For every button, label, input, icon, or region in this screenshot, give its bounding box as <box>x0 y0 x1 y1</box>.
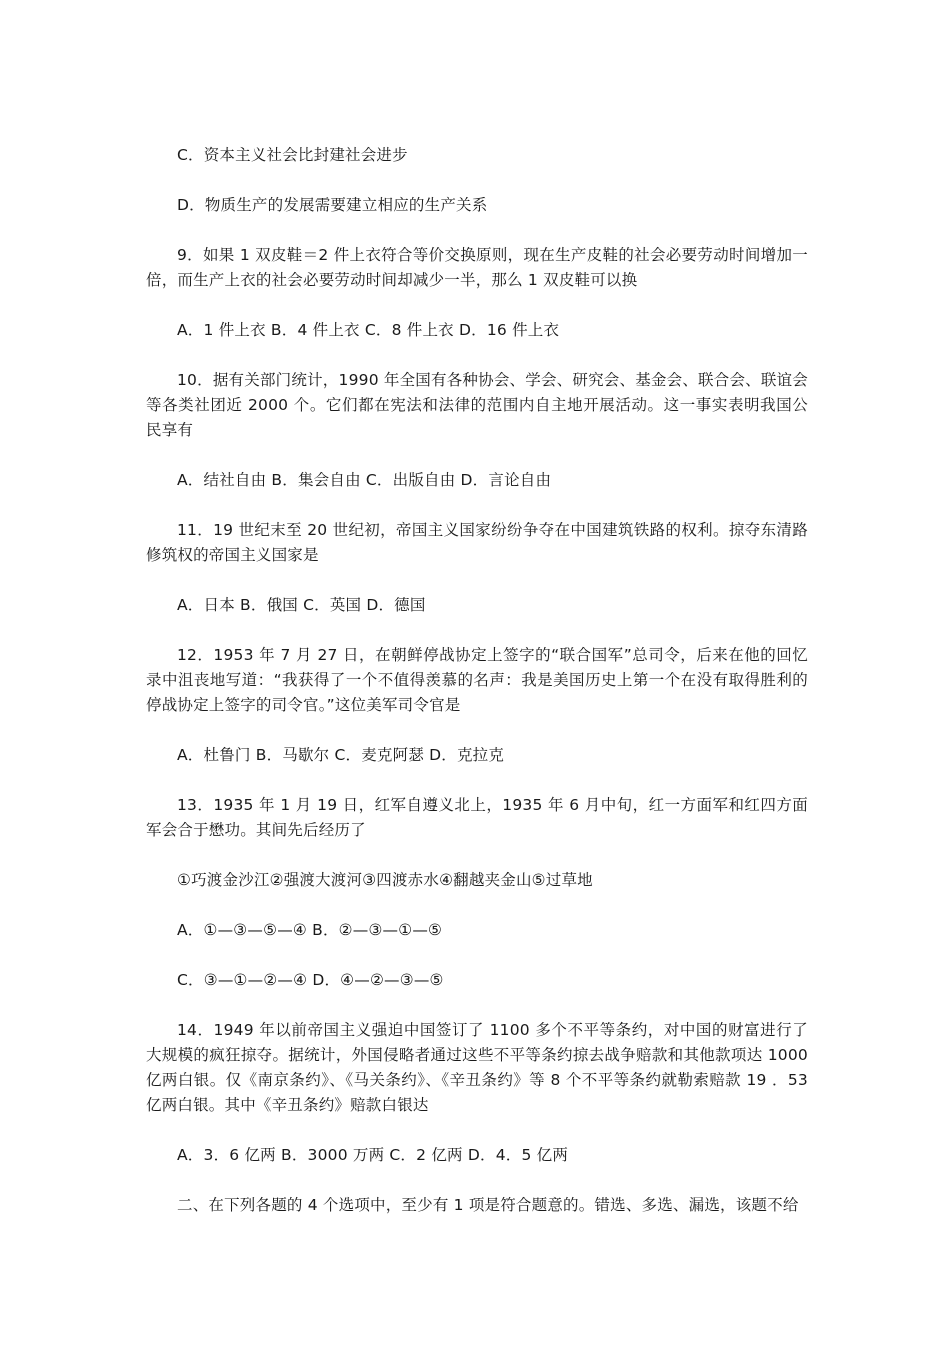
document-body <box>146 143 808 1243</box>
question-13-options-cd: C．③—①—②—④ D．④—②—③—⑤ <box>177 971 444 989</box>
question-13: 13．1935 年 1 月 19 日，红军自遵义北上，1935 年 6 月中旬，红一方面军和红四方面军会合于懋功。其间先后经历了 <box>146 796 808 839</box>
question-14-options: A．3．6 亿两 B．3000 万两 C．2 亿两 D．4．5 亿两 <box>177 1146 569 1164</box>
question-11-options: A．日本 B．俄国 C．英国 D．德国 <box>177 596 426 614</box>
question-12-options: A．杜鲁门 B．马歇尔 C．麦克阿瑟 D．克拉克 <box>177 746 505 764</box>
question-12: 12．1953 年 7 月 27 日，在朝鲜停战协定上签字的“联合国军”总司令，后来在他的回忆录中沮丧地写道：“我获得了一个不值得羡慕的名声：我是美国历史上第一个在没有取得胜利的停战协定上签字的司令官。”这位美军司令官是 <box>146 646 808 714</box>
question-13-items: ①巧渡金沙江②强渡大渡河③四渡赤水④翻越夹金山⑤过草地 <box>177 871 593 889</box>
option-line-c: C．资本主义社会比封建社会进步 <box>177 146 408 164</box>
question-11: 11．19 世纪末至 20 世纪初，帝国主义国家纷纷争夺在中国建筑铁路的权利。掠夺东清路修筑权的帝国主义国家是 <box>146 521 808 564</box>
question-14: 14．1949 年以前帝国主义强迫中国签订了 1100 多个不平等条约，对中国的财富进行了大规模的疯狂掠夺。据统计，外国侵略者通过这些不平等条约掠去战争赔款和其他款项达 1000 亿两白银。仅《南京条约》、《马关条约》、《辛丑条约》等 8 个不平等条约就勒索赔款 19 ．53 亿两白银。其中《辛丑条约》赔款白银达 <box>146 1021 808 1114</box>
section-two-heading: 二、在下列各题的 4 个选项中，至少有 1 项是符合题意的。错选、多选、漏选，该题不给 <box>177 1196 799 1214</box>
question-9: 9．如果 1 双皮鞋＝2 件上衣符合等价交换原则，现在生产皮鞋的社会必要劳动时间增加一倍，而生产上衣的社会必要劳动时间却减少一半，那么 1 双皮鞋可以换 <box>146 246 808 289</box>
question-9-options: A．1 件上衣 B．4 件上衣 C．8 件上衣 D．16 件上衣 <box>177 321 560 339</box>
option-line-d: D．物质生产的发展需要建立相应的生产关系 <box>177 196 488 214</box>
question-10-options: A．结社自由 B．集会自由 C．出版自由 D．言论自由 <box>177 471 552 489</box>
question-13-options-ab: A．①—③—⑤—④ B．②—③—①—⑤ <box>177 921 443 939</box>
question-10: 10．据有关部门统计，1990 年全国有各种协会、学会、研究会、基金会、联合会、联谊会等各类社团近 2000 个。它们都在宪法和法律的范围内自主地开展活动。这一事实表明我国公民享有 <box>146 371 808 439</box>
